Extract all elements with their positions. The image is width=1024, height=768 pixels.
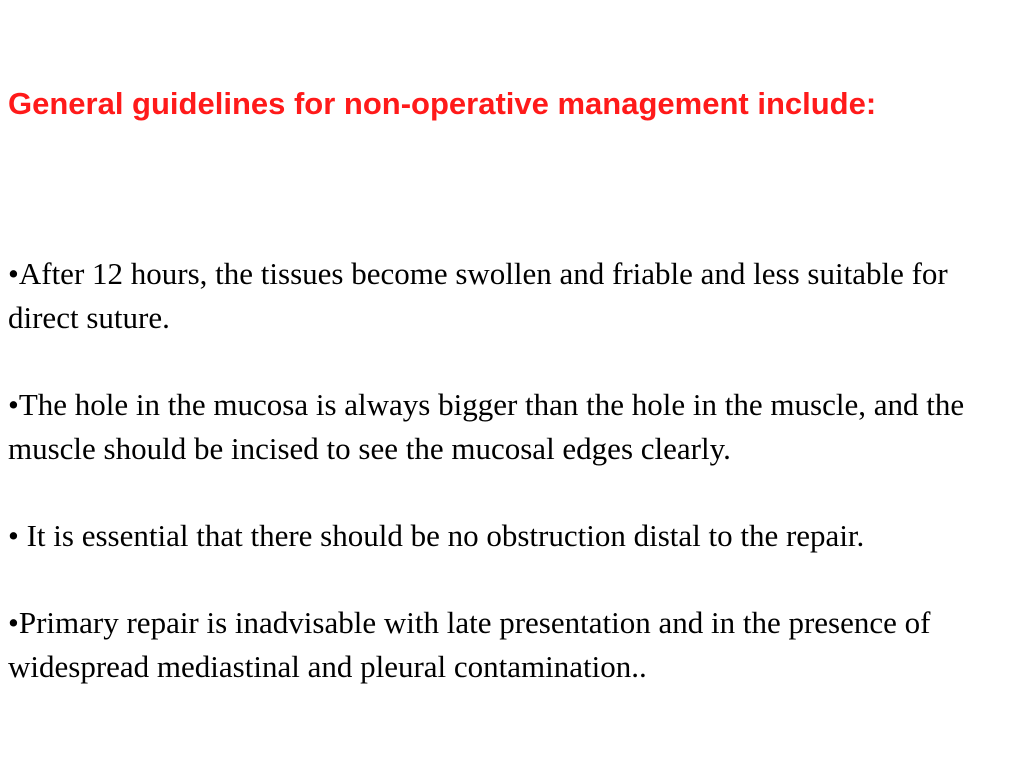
bullet-item (8, 514, 1020, 558)
bullet-item (8, 252, 1020, 340)
bullet-text: Primary repair is inadvisable with late presentation and in the presence of widespread mediastinal and pleural contamination.. (8, 605, 931, 684)
bullet-symbol: • (8, 256, 19, 291)
bullet-list (8, 252, 1020, 732)
bullet-text: The hole in the mucosa is always bigger than the hole in the muscle, and the muscle should be incised to see the mucosal edges clearly. (8, 387, 965, 466)
bullet-symbol: • (8, 387, 19, 422)
bullet-symbol: • (8, 605, 19, 640)
slide-heading: General guidelines for non-operative management include: (8, 86, 877, 121)
bullet-item (8, 601, 1020, 689)
bullet-text: After 12 hours, the tissues become swollen and friable and less suitable for direct suture. (8, 256, 948, 335)
bullet-text: It is essential that there should be no obstruction distal to the repair. (18, 518, 865, 553)
bullet-item (8, 383, 1020, 471)
bullet-symbol: • (8, 518, 19, 553)
